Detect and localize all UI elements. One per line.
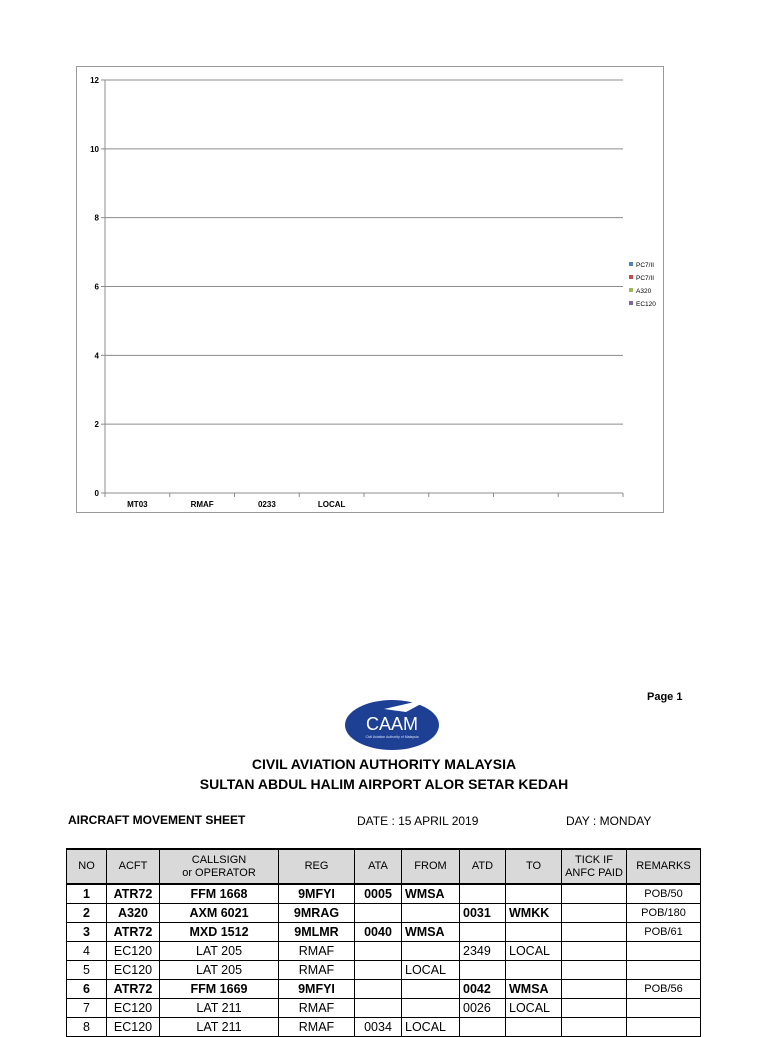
table-cell: 5 <box>67 961 107 980</box>
x-tick-label: RMAF <box>190 500 214 509</box>
table-cell: 0042 <box>460 980 506 999</box>
legend-label: PC7/II <box>636 275 655 282</box>
table-row <box>67 999 701 1018</box>
table-cell <box>506 1018 562 1037</box>
y-tick-label: 12 <box>90 76 99 85</box>
logo-text: CAAM <box>365 714 419 734</box>
table-cell <box>402 904 460 923</box>
table-cell: 9MLMR <box>279 923 355 942</box>
table-cell: LOCAL <box>402 1018 460 1037</box>
table-cell: LAT 205 <box>160 942 279 961</box>
table-cell: 0026 <box>460 999 506 1018</box>
table-cell: WMSA <box>506 980 562 999</box>
table-cell: 0034 <box>355 1018 402 1037</box>
table-cell <box>355 942 402 961</box>
col-tick-l1: TICK IF <box>575 853 613 866</box>
table-cell: WMSA <box>402 923 460 942</box>
chart-area <box>76 66 664 513</box>
table-row <box>67 1018 701 1037</box>
table-cell: 8 <box>67 1018 107 1037</box>
y-tick-label: 6 <box>94 282 99 292</box>
table-cell: 7 <box>67 999 107 1018</box>
table-cell: 3 <box>67 923 107 942</box>
col-callsign-l2: or OPERATOR <box>182 866 256 879</box>
table-cell <box>562 923 627 942</box>
table-cell <box>460 923 506 942</box>
col-to: TO <box>506 849 562 884</box>
table-cell: 0005 <box>355 884 402 904</box>
table-cell <box>562 942 627 961</box>
col-no: NO <box>67 849 107 884</box>
table-cell: RMAF <box>279 942 355 961</box>
sheet-day: DAY : MONDAY <box>566 814 652 828</box>
table-header <box>67 849 701 884</box>
table-cell: LOCAL <box>402 961 460 980</box>
col-tick-l2: ANFC PAID <box>565 866 623 879</box>
table-cell: ATR72 <box>107 980 160 999</box>
table-cell: EC120 <box>107 1018 160 1037</box>
col-callsign-l1: CALLSIGN <box>191 853 247 866</box>
table-cell <box>627 1018 701 1037</box>
table-cell: 0040 <box>355 923 402 942</box>
table-cell: 2 <box>67 904 107 923</box>
logo-subtext: Civil Aviation Authority of Malaysia <box>365 735 419 739</box>
table-cell <box>562 999 627 1018</box>
table-cell: FFM 1668 <box>160 884 279 904</box>
table-cell: 9MFYI <box>279 884 355 904</box>
table-cell: 9MFYI <box>279 980 355 999</box>
table-cell <box>506 923 562 942</box>
y-tick-label: 8 <box>94 213 99 223</box>
y-tick-label: 10 <box>90 144 99 154</box>
col-callsign <box>160 849 279 884</box>
table-cell: 0031 <box>460 904 506 923</box>
table-cell: LOCAL <box>506 942 562 961</box>
col-tick <box>562 849 627 884</box>
table-cell: LAT 211 <box>160 1018 279 1037</box>
table-cell <box>402 999 460 1018</box>
table-cell: ATR72 <box>107 884 160 904</box>
bar-chart <box>77 67 665 514</box>
col-acft: ACFT <box>107 849 160 884</box>
table-cell: 2349 <box>460 942 506 961</box>
table-cell: POB/50 <box>627 884 701 904</box>
table-cell: 1 <box>67 884 107 904</box>
table-cell: RMAF <box>279 961 355 980</box>
y-tick-label: 4 <box>94 351 99 361</box>
table-cell: MXD 1512 <box>160 923 279 942</box>
legend-swatch <box>629 262 633 266</box>
table-row <box>67 942 701 961</box>
x-tick-label: LOCAL <box>317 500 346 509</box>
y-tick-label: 2 <box>94 420 99 430</box>
x-tick-label: 0233 <box>257 500 276 509</box>
table-cell <box>506 884 562 904</box>
legend-label: A320 <box>636 288 652 295</box>
table-cell: AXM 6021 <box>160 904 279 923</box>
table-row <box>67 884 701 904</box>
table-cell: 9MRAG <box>279 904 355 923</box>
table-cell <box>627 999 701 1018</box>
table-cell <box>460 884 506 904</box>
table-cell: POB/180 <box>627 904 701 923</box>
legend-label: PC7/II <box>636 262 655 269</box>
table-cell: POB/56 <box>627 980 701 999</box>
table-cell: WMKK <box>506 904 562 923</box>
table-cell: ATR72 <box>107 923 160 942</box>
table-cell: EC120 <box>107 999 160 1018</box>
table-cell: EC120 <box>107 942 160 961</box>
sheet-date: DATE : 15 APRIL 2019 <box>357 814 479 828</box>
table-cell <box>402 980 460 999</box>
authority-title: CIVIL AVIATION AUTHORITY MALAYSIA <box>251 756 517 772</box>
y-tick-label: 0 <box>94 489 99 498</box>
table-cell: EC120 <box>107 961 160 980</box>
table-cell <box>355 980 402 999</box>
table-cell: LOCAL <box>506 999 562 1018</box>
table-cell <box>355 904 402 923</box>
table-cell <box>460 961 506 980</box>
table-cell <box>355 999 402 1018</box>
legend-swatch <box>629 301 633 305</box>
table-cell: RMAF <box>279 1018 355 1037</box>
col-ata: ATA <box>355 849 402 884</box>
movement-table <box>66 848 701 1037</box>
table-cell <box>506 961 562 980</box>
table-cell <box>627 961 701 980</box>
col-remarks: REMARKS <box>627 849 701 884</box>
col-atd: ATD <box>460 849 506 884</box>
airport-title: SULTAN ABDUL HALIM AIRPORT ALOR SETAR KEDAH <box>199 776 569 792</box>
table-cell <box>562 980 627 999</box>
table-cell <box>460 1018 506 1037</box>
table-cell <box>562 1018 627 1037</box>
caam-logo <box>344 695 440 751</box>
table-cell <box>562 961 627 980</box>
table-cell: LAT 205 <box>160 961 279 980</box>
table-cell <box>562 884 627 904</box>
table-cell <box>402 942 460 961</box>
page-number: Page 1 <box>647 691 683 703</box>
table-cell: 6 <box>67 980 107 999</box>
table-cell: 4 <box>67 942 107 961</box>
col-from: FROM <box>402 849 460 884</box>
table-cell <box>355 961 402 980</box>
table-row <box>67 980 701 999</box>
table-row <box>67 923 701 942</box>
table-cell: LAT 211 <box>160 999 279 1018</box>
table-row <box>67 961 701 980</box>
legend-swatch <box>629 288 633 292</box>
sheet-title: AIRCRAFT MOVEMENT SHEET <box>68 813 246 827</box>
legend-swatch <box>629 275 633 279</box>
table-cell: FFM 1669 <box>160 980 279 999</box>
x-tick-label: MT03 <box>127 500 148 509</box>
col-reg: REG <box>279 849 355 884</box>
table-cell <box>562 904 627 923</box>
table-cell: POB/61 <box>627 923 701 942</box>
table-cell <box>627 942 701 961</box>
legend-label: EC120 <box>636 301 656 308</box>
table-row <box>67 904 701 923</box>
table-cell: A320 <box>107 904 160 923</box>
table-cell: RMAF <box>279 999 355 1018</box>
table-cell: WMSA <box>402 884 460 904</box>
